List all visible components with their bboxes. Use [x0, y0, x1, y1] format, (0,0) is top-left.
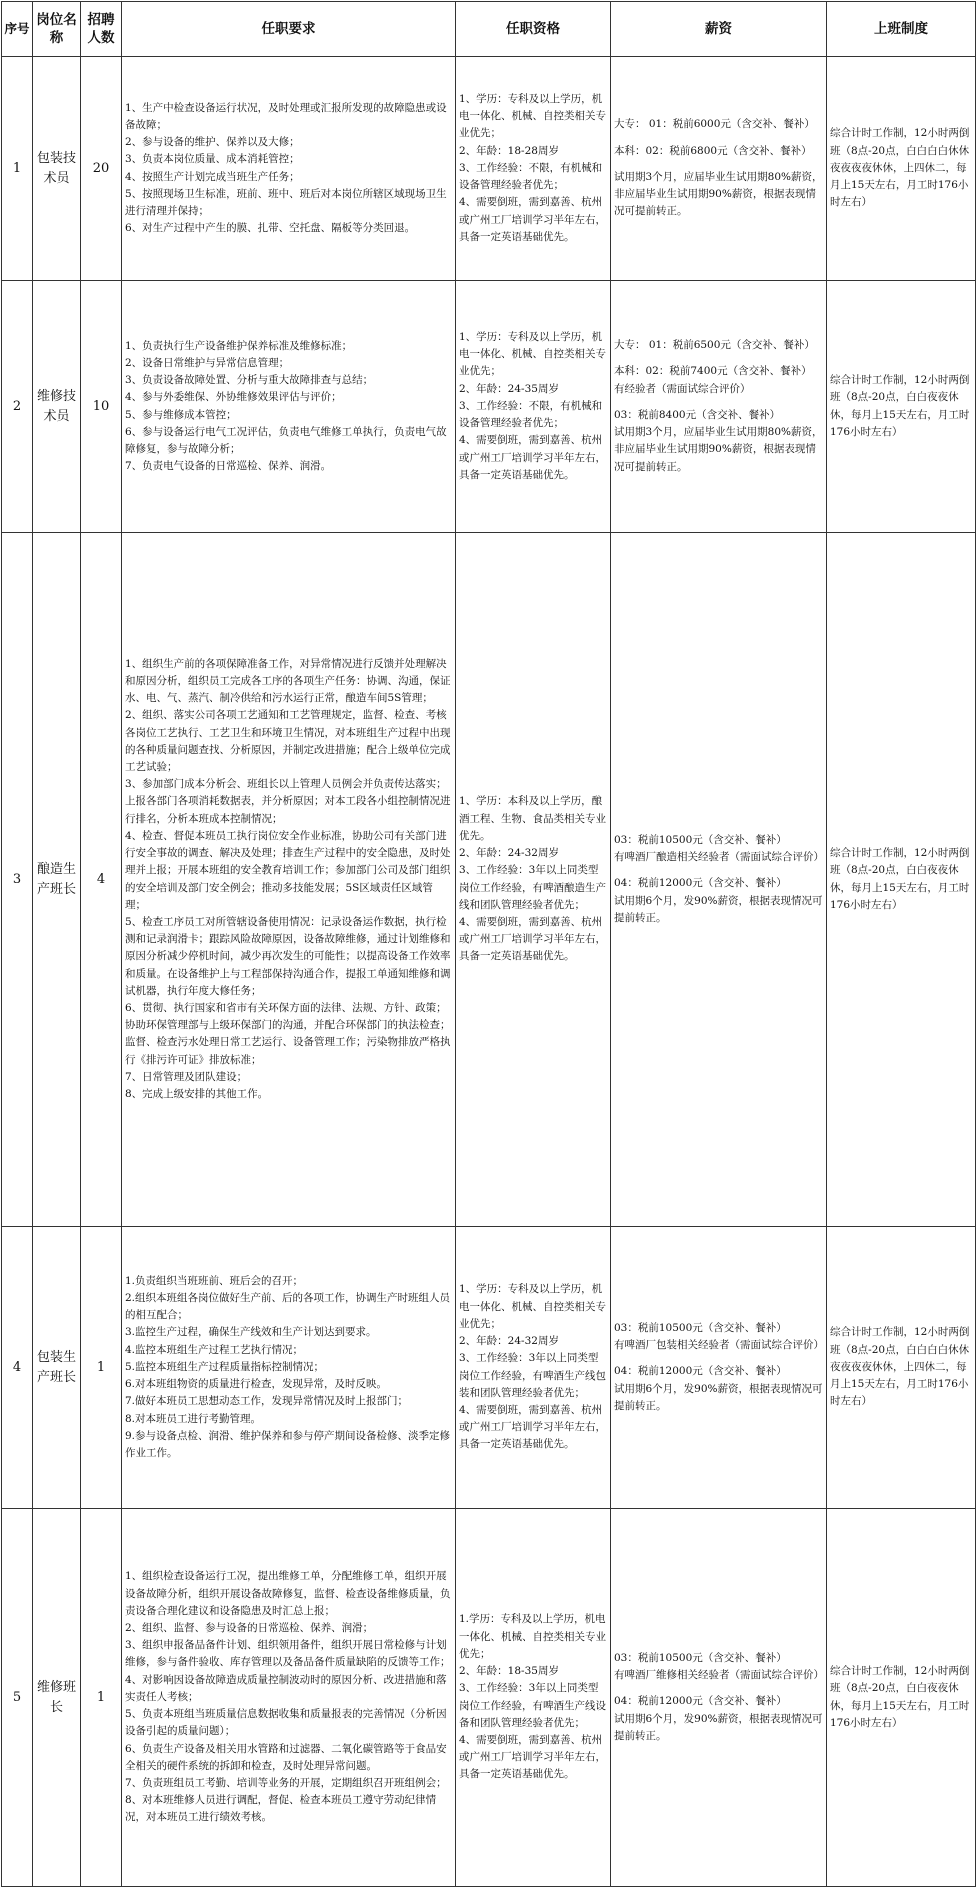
cell-duties-line: 4、按照生产计划完成当班生产任务； — [125, 170, 300, 183]
cell-quals-line: 3、工作经验：不限，有机械和设备管理经验者优先； — [459, 399, 603, 430]
cell-duties — [122, 57, 456, 281]
cell-salary-line — [614, 134, 823, 143]
header-no: 序号 — [2, 2, 33, 57]
cell-salary — [611, 1509, 827, 1887]
cell-duties-line: 6.对本班组物资的质量进行检查，发现异常，及时反映。 — [125, 1378, 388, 1391]
header-count: 招聘人数 — [81, 2, 122, 57]
cell-schedule-line: 综合计时工作制，12小时两倒班（8点-20点，白白夜夜休休，每月上15天左右，月工时176小时左右） — [830, 1665, 970, 1729]
cell-duties-line: 6、参与设备运行电气工况评估，负责电气维修工单执行，负责电气故障修复，参与故障分析； — [125, 425, 447, 455]
cell-salary-line — [614, 160, 823, 169]
cell-salary-line: 试用期3个月，应届毕业生试用期80%薪资，非应届毕业生试用期90%薪资，根据表现情况可提前转正。 — [614, 426, 823, 473]
cell-salary-line — [614, 1354, 823, 1363]
cell-quals-line: 2、年龄：18-28周岁 — [459, 144, 559, 157]
cell-duties-line: 1、组织检查设备运行工况，提出维修工单，分配维修工单，组织开展设备故障分析，组织开展设备故障修复，监督、检查设备维修质量，负责设备合理化建议和设备隐患及时汇总上报； — [125, 1570, 451, 1617]
cell-quals-line: 3、工作经验：3年以上同类型岗位工作经验，有啤酒生产线设备和团队管理经验者优先； — [459, 1682, 606, 1729]
cell-duties-line: 2、组织、落实公司各项工艺通知和工艺管理规定，监督、检查、考核各岗位工艺执行、工艺卫生和环境卫生情况，对本班组生产过程中出现的各种质量问题查找、分析原因，并制定改进措施；配合上级单位完成工艺试验； — [125, 709, 451, 774]
cell-schedule-line: 综合计时工作制，12小时两倒班（8点-20点，白白夜夜休休，每月上15天左右，月工时176小时左右） — [830, 847, 970, 911]
table-row — [2, 533, 976, 1227]
cell-duties-line: 3、负责设备故障处置、分析与重大故障排查与总结； — [125, 374, 374, 387]
table-row — [2, 57, 976, 281]
cell-no: 5 — [2, 1509, 33, 1887]
cell-no: 1 — [2, 57, 33, 281]
cell-salary-line: 试用期6个月，发90%薪资，根据表现情况可提前转正。 — [614, 894, 823, 924]
cell-salary-line: 有啤酒厂维修相关经验者（需面试综合评价） — [614, 1669, 824, 1682]
cell-quals-line: 1、学历：专科及以上学历，机电一体化、机械、自控类相关专业优先； — [459, 1283, 606, 1330]
cell-quals-line: 1、学历：本科及以上学历，酿酒工程、生物、食品类相关专业优先。 — [459, 795, 606, 842]
cell-post: 包装技术员 — [33, 57, 81, 281]
cell-duties-line: 7.做好本班员工思想动态工作，发现异常情况及时上报部门； — [125, 1395, 409, 1408]
cell-duties-line: 8、完成上级安排的其他工作。 — [125, 1087, 269, 1100]
cell-schedule — [827, 1509, 976, 1887]
cell-duties-line: 5、负责本班组当班质量信息数据收集和质量报表的完善情况（分析因设备引起的质量问题）； — [125, 1708, 447, 1738]
cell-salary-line: 试用期3个月，应届毕业生试用期80%薪资，非应届毕业生试用期90%薪资，根据表现情况可提前转正。 — [614, 170, 823, 218]
cell-quals-line: 1.学历：专科及以上学历，机电一体化、机械、自控类相关专业优先； — [459, 1613, 606, 1660]
recruitment-table — [1, 1, 976, 1887]
cell-quals-line: 2、年龄：24-32周岁 — [459, 847, 559, 860]
cell-salary-line — [614, 398, 823, 407]
cell-duties-line: 6、对生产过程中产生的膜、扎带、空托盘、隔板等分类回退。 — [125, 222, 416, 235]
header-schedule: 上班制度 — [827, 2, 976, 57]
cell-no: 3 — [2, 533, 33, 1227]
cell-no: 2 — [2, 281, 33, 533]
cell-duties-line: 3、负责本岗位质量、成本消耗管控； — [125, 153, 300, 166]
cell-quals-line: 3、工作经验：不限，有机械和设备管理经验者优先； — [459, 161, 603, 192]
cell-duties-line: 2、设备日常维护与异常信息管理； — [125, 356, 290, 369]
cell-quals-line: 4、需要倒班，需到嘉善、杭州或广州工厂培训学习半年左右，具备一定英语基础优先。 — [459, 915, 606, 963]
cell-duties-line: 5、参与维修成本管控； — [125, 408, 237, 421]
cell-duties-line: 4、参与外委维保、外协维修效果评估与评价； — [125, 391, 342, 404]
cell-quals-line: 4、需要倒班，需到嘉善、杭州或广州工厂培训学习半年左右，具备一定英语基础优先。 — [459, 1733, 606, 1781]
cell-salary-line — [614, 354, 823, 363]
cell-duties — [122, 281, 456, 533]
cell-quals-line: 2、年龄：24-35周岁 — [459, 382, 559, 395]
cell-schedule — [827, 533, 976, 1227]
cell-duties-line: 1、生产中检查设备运行状况，及时处理或汇报所发现的故障隐患或设备故障； — [125, 101, 447, 131]
cell-salary-line: 本科：02：税前7400元（含交补、餐补） — [614, 365, 812, 378]
cell-duties-line: 1、负责执行生产设备维护保养标准及维修标准； — [125, 339, 353, 352]
cell-quals-line: 1、学历：专科及以上学历，机电一体化、机械、自控类相关专业优先； — [459, 93, 606, 140]
cell-post: 酿造生产班长 — [33, 533, 81, 1227]
cell-salary-line: 04：税前12000元（含交补、餐补） — [614, 877, 787, 890]
cell-count: 4 — [81, 533, 122, 1227]
cell-quals-line: 2、年龄：18-35周岁 — [459, 1665, 559, 1678]
cell-duties-line: 9.参与设备点检、润滑、维护保养和参与停产期间设备检修、淡季定修作业工作。 — [125, 1429, 451, 1459]
cell-quals — [456, 533, 611, 1227]
cell-quals-line: 3、工作经验：3年以上同类型岗位工作经验，有啤酒生产线包装和团队管理经验者优先； — [459, 1352, 606, 1399]
table-row — [2, 1227, 976, 1509]
cell-post: 维修班长 — [33, 1509, 81, 1887]
table-row — [2, 281, 976, 533]
cell-count: 1 — [81, 1227, 122, 1509]
cell-schedule-line: 综合计时工作制，12小时两倒班（8点-20点，白白夜夜休休，每月上15天左右，月工时176小时左右） — [830, 374, 970, 438]
cell-count: 1 — [81, 1509, 122, 1887]
cell-schedule-line: 综合计时工作制，12小时两倒班（8点-20点，白白白白休休夜夜夜夜休休，上四休二，每月上15天左右，月工时176小时左右） — [830, 127, 970, 209]
cell-salary-line: 03：税前8400元（含交补、餐补） — [614, 408, 781, 421]
cell-duties-line: 7、日常管理及团队建设； — [125, 1070, 248, 1083]
cell-duties-line: 5.监控本班组生产过程质量指标控制情况； — [125, 1360, 325, 1373]
cell-salary-line: 本科：02：税前6800元（含交补、餐补） — [614, 144, 812, 157]
cell-salary-line: 有经验者（需面试综合评价） — [614, 382, 751, 395]
cell-salary-line: 03：税前10500元（含交补、餐补） — [614, 1651, 787, 1664]
cell-duties-line: 4、检查、督促本班员工执行岗位安全作业标准，协助公司有关部门进行安全事故的调查、解决及处理；排查生产过程中的安全隐患，及时处理并上报；开展本班组的安全教育培训工作；参加部门公司及部门组织的安全培训及部门安全例会；推动多技能发展；5S区域责任区域管理； — [125, 829, 451, 911]
cell-count: 20 — [81, 57, 122, 281]
cell-quals-line: 2、年龄：24-32周岁 — [459, 1335, 559, 1348]
cell-duties-line: 3、参加部门成本分析会、班组长以上管理人员例会并负责传达落实；上报各部门各项消耗数据表，并分析原因；对本工段各小组控制情况进行排名，分析本班成本控制情况； — [125, 778, 451, 825]
cell-duties-line: 7、负责班组员工考勤、培训等业务的开展，定期组织召开班组例会； — [125, 1776, 447, 1789]
cell-schedule — [827, 1227, 976, 1509]
cell-duties-line: 1.负责组织当班班前、班后会的召开； — [125, 1274, 304, 1287]
cell-salary — [611, 1227, 827, 1509]
cell-duties-line: 2、组织、监督、参与设备的日常巡检、保养、润滑； — [125, 1622, 374, 1635]
cell-duties-line: 3、组织申报备品备件计划、组织领用备件，组织开展日常检修与计划维修，参与备件验收、库存管理以及备品备件质量缺陷的反馈等工作； — [125, 1639, 451, 1669]
header-post: 岗位名称 — [33, 2, 81, 57]
table-row — [2, 1509, 976, 1887]
cell-duties-line: 2、参与设备的维护、保养以及大修； — [125, 136, 300, 149]
cell-duties-line: 8、对本班维修人员进行调配，督促、检查本班员工遵守劳动纪律情况，对本班员工进行绩效考核。 — [125, 1794, 437, 1824]
header-row — [2, 2, 976, 57]
cell-quals — [456, 1509, 611, 1887]
cell-schedule-line: 综合计时工作制，12小时两倒班（8点-20点，白白白白休休夜夜夜夜休休，上四休二，每月上15天左右，月工时176小时左右） — [830, 1326, 970, 1408]
cell-duties-line: 8.对本班员工进行考勤管理。 — [125, 1412, 262, 1425]
cell-duties-line: 5、检查工序员工对所管辖设备使用情况：记录设备运作数据，执行检测和记录润滑卡；跟踪风险故障原因，设备故障维修，通过计划维修和原因分析减少停机时间，减少再次发生的可能性；以提高设备工作效率和质量。在设备维护上与工程部保持沟通合作，提报工单通知维修和调试机器，执行年度大修任务； — [125, 915, 451, 997]
cell-duties-line: 3.监控生产过程，确保生产线效和生产计划达到要求。 — [125, 1326, 377, 1339]
cell-quals-line: 3、工作经验：3年以上同类型岗位工作经验，有啤酒酿造生产线和团队管理经验者优先； — [459, 864, 606, 911]
cell-duties-line: 6、贯彻、执行国家和省市有关环保方面的法律、法规、方针、政策；协助环保管理部与上级环保部门的沟通，并配合环保部门的执法检查；监督、检查污水处理日常工艺运行、设备管理工作；污染物排放严格执行《排污许可证》排放标准； — [125, 1001, 451, 1066]
cell-quals — [456, 281, 611, 533]
cell-duties — [122, 1227, 456, 1509]
cell-duties — [122, 1509, 456, 1887]
cell-salary-line: 03：税前10500元（含交补、餐补） — [614, 1321, 787, 1334]
cell-quals-line: 4、需要倒班，需到嘉善、杭州或广州工厂培训学习半年左右，具备一定英语基础优先。 — [459, 1403, 606, 1451]
cell-salary-line: 试用期6个月，发90%薪资，根据表现情况可提前转正。 — [614, 1712, 823, 1742]
cell-quals — [456, 1227, 611, 1509]
header-duties: 任职要求 — [122, 2, 456, 57]
cell-quals-line: 4、需要倒班，需到嘉善、杭州或广州工厂培训学习半年左右，具备一定英语基础优先。 — [459, 434, 606, 481]
cell-salary-line: 大专： 01：税前6500元（含交补、餐补） — [614, 339, 815, 352]
cell-salary-line: 试用期6个月，发90%薪资，根据表现情况可提前转正。 — [614, 1382, 823, 1412]
cell-duties-line: 2.组织本班组各岗位做好生产前、后的各项工作，协调生产时班组人员的相互配合； — [125, 1292, 451, 1322]
header-salary: 薪资 — [611, 2, 827, 57]
cell-duties-line: 4.监控本班组生产过程工艺执行情况； — [125, 1343, 304, 1356]
cell-duties-line: 5、按照现场卫生标准，班前、班中、班后对本岗位所辖区域现场卫生进行清理并保持； — [125, 187, 447, 217]
cell-schedule — [827, 57, 976, 281]
cell-duties-line: 7、负责电气设备的日常巡检、保养、润滑。 — [125, 460, 332, 473]
cell-duties-line: 4、对影响因设备故障造成质量控制波动时的原因分析、改进措施和落实责任人考核； — [125, 1673, 447, 1703]
cell-salary-line — [614, 1684, 823, 1693]
cell-count: 10 — [81, 281, 122, 533]
cell-salary-line: 04：税前12000元（含交补、餐补） — [614, 1695, 787, 1708]
cell-post: 维修技术员 — [33, 281, 81, 533]
cell-salary-line: 有啤酒厂酿造相关经验者（需面试综合评价） — [614, 851, 824, 864]
cell-salary-line: 大专： 01：税前6000元（含交补、餐补） — [614, 118, 815, 131]
cell-duties — [122, 533, 456, 1227]
header-quals: 任职资格 — [456, 2, 611, 57]
cell-salary-line — [614, 866, 823, 875]
cell-post: 包装生产班长 — [33, 1227, 81, 1509]
cell-no: 4 — [2, 1227, 33, 1509]
cell-quals-line: 4、需要倒班，需到嘉善、杭州或广州工厂培训学习半年左右，具备一定英语基础优先。 — [459, 196, 606, 243]
cell-salary-line: 有啤酒厂包装相关经验者（需面试综合评价） — [614, 1339, 824, 1352]
cell-salary — [611, 281, 827, 533]
cell-salary — [611, 57, 827, 281]
cell-salary-line: 04：税前12000元（含交补、餐补） — [614, 1365, 787, 1378]
cell-salary-line: 03：税前10500元（含交补、餐补） — [614, 833, 787, 846]
cell-quals-line: 1、学历：专科及以上学历，机电一体化、机械、自控类相关专业优先； — [459, 331, 606, 378]
cell-quals — [456, 57, 611, 281]
cell-duties-line: 1、组织生产前的各项保障准备工作，对异常情况进行反馈并处理解决和原因分析，组织员工完成各工序的各项生产任务：协调、沟通，保证水、电、气、蒸汽、制冷供给和污水运行正常，酿造车间5S管理； — [125, 657, 451, 705]
cell-salary — [611, 533, 827, 1227]
cell-schedule — [827, 281, 976, 533]
cell-duties-line: 6、负责生产设备及相关用水管路和过滤器、二氧化碳管路等于食品安全相关的硬件系统的拆卸和检查，及时处理异常问题。 — [125, 1742, 447, 1772]
